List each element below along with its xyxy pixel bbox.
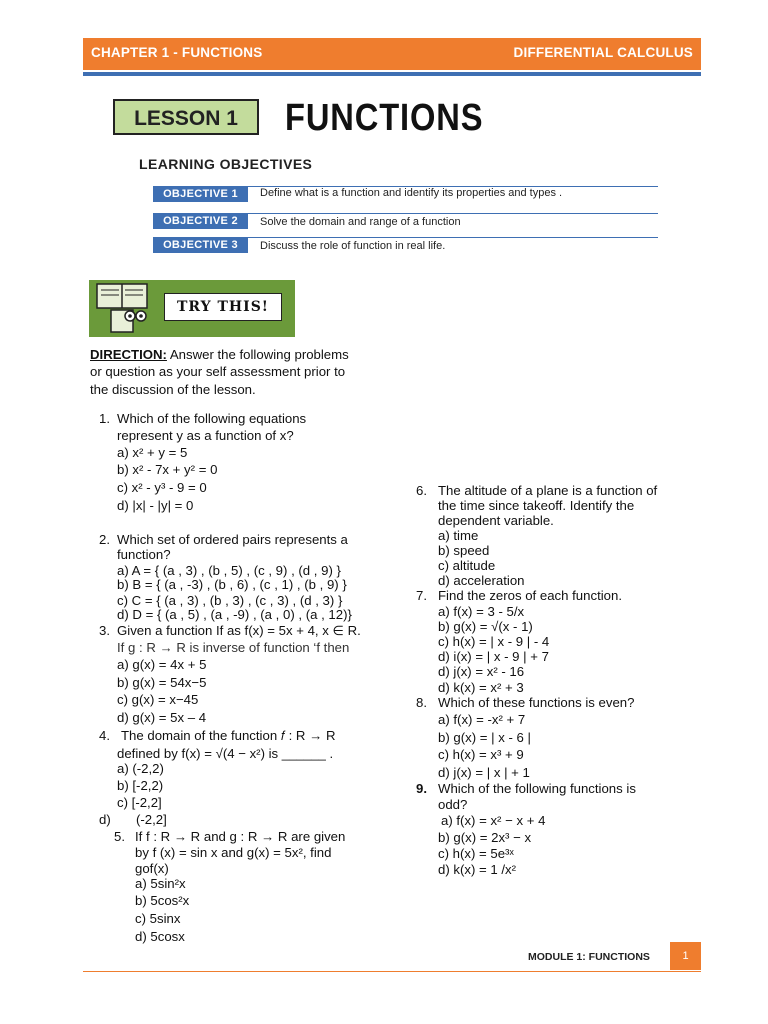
page-number: 1 bbox=[670, 942, 701, 970]
objective-row bbox=[153, 213, 658, 229]
objective-row bbox=[153, 237, 658, 253]
answer-choice: b) g(x) = √(x - 1) bbox=[438, 619, 533, 634]
direction-line-1 bbox=[90, 347, 349, 363]
answer-choice: a) (-2,2) bbox=[117, 761, 164, 776]
answer-choice: d) D = { (a , 5) , (a , -9) , (a , 0) , (a , 12)} bbox=[117, 607, 352, 622]
question-number: 3. bbox=[99, 623, 110, 638]
answer-choice: c) g(x) = x−45 bbox=[117, 692, 199, 707]
header-divider bbox=[83, 72, 701, 76]
question-number: 9. bbox=[416, 781, 427, 796]
question-number: 6. bbox=[416, 483, 427, 498]
answer-choice: b) speed bbox=[438, 543, 490, 558]
answer-choice: b) g(x) = | x - 6 | bbox=[438, 730, 531, 745]
answer-choice: a) f(x) = -x² + 7 bbox=[438, 712, 526, 727]
answer-choice: d) i(x) = | x - 9 | + 7 bbox=[438, 649, 549, 664]
question-text: by f (x) = sin x and g(x) = 5x², find bbox=[135, 845, 332, 860]
answer-choice: b) [-2,2) bbox=[117, 778, 164, 793]
answer-choice: b) B = { (a , -3) , (b , 6) , (c , 1) , (b , 9) } bbox=[117, 577, 347, 592]
question-text: If g : R → R is inverse of function ‘f then bbox=[117, 640, 350, 655]
objective-text: Solve the domain and range of a function bbox=[260, 216, 461, 228]
objective-tag: OBJECTIVE 1 bbox=[153, 186, 248, 202]
answer-choice: c) C = { (a , 3) , (b , 3) , (c , 3) , (d , 3) } bbox=[117, 593, 343, 608]
objective-line bbox=[248, 237, 658, 238]
footer-divider bbox=[83, 971, 701, 972]
answer-choice: c) x² - y³ - 9 = 0 bbox=[117, 480, 207, 495]
question-text: Which of these functions is even? bbox=[438, 695, 635, 710]
answer-choice: a) f(x) = x² − x + 4 bbox=[441, 813, 546, 828]
question-text: The altitude of a plane is a function of bbox=[438, 483, 658, 498]
question-text: function? bbox=[117, 547, 171, 562]
answer-choice: c) altitude bbox=[438, 558, 496, 573]
question-text: Which of the following functions is bbox=[438, 781, 636, 796]
subject-title: DIFFERENTIAL CALCULUS bbox=[513, 45, 693, 60]
answer-choice: b) 5cos²x bbox=[135, 893, 190, 908]
answer-choice: d) j(x) = | x | + 1 bbox=[438, 765, 530, 780]
answer-choice: a) time bbox=[438, 528, 479, 543]
answer-choice: a) g(x) = 4x + 5 bbox=[117, 657, 207, 672]
question-number: 2. bbox=[99, 532, 110, 547]
answer-choice: (-2,2] bbox=[136, 812, 167, 827]
question-text: Given a function If as f(x) = 5x + 4, x ∈ R. bbox=[117, 623, 361, 638]
lesson-badge: LESSON 1 bbox=[113, 99, 259, 135]
page-header bbox=[83, 38, 701, 70]
footer-module: MODULE 1: FUNCTIONS bbox=[528, 951, 650, 963]
answer-choice: c) h(x) = | x - 9 | - 4 bbox=[438, 634, 550, 649]
question-text: gof(x) bbox=[135, 861, 169, 876]
question-text: Which set of ordered pairs represents a bbox=[117, 532, 348, 547]
book-icon bbox=[89, 280, 155, 337]
answer-choice: c) [-2,2] bbox=[117, 795, 162, 810]
objective-text: Define what is a function and identify its properties and types . bbox=[260, 187, 563, 199]
answer-choice: c) h(x) = 5e³ˣ bbox=[438, 846, 514, 861]
question-number: 7. bbox=[416, 588, 427, 603]
answer-choice: c) h(x) = x³ + 9 bbox=[438, 747, 524, 762]
question-number: 4. bbox=[99, 728, 110, 743]
direction-text: Answer the following problems bbox=[166, 347, 349, 362]
answer-choice: d) k(x) = 1 /x² bbox=[438, 862, 517, 877]
question-text: Which of the following equations bbox=[117, 411, 307, 426]
objectives-heading: LEARNING OBJECTIVES bbox=[139, 156, 313, 172]
page-title: FUNCTIONS bbox=[285, 97, 484, 139]
answer-choice: a) x² + y = 5 bbox=[117, 445, 188, 460]
question-text: dependent variable. bbox=[438, 513, 554, 528]
question-text: the time since takeoff. Identify the bbox=[438, 498, 635, 513]
question-text: odd? bbox=[438, 797, 468, 812]
answer-choice: d) 5cosx bbox=[135, 929, 185, 944]
objective-tag: OBJECTIVE 3 bbox=[153, 237, 248, 253]
answer-choice: a) A = { (a , 3) , (b , 5) , (c , 9) , (d , 9) } bbox=[117, 563, 341, 578]
answer-choice: b) g(x) = 54x−5 bbox=[117, 675, 207, 690]
question-text: The domain of the function 𝑓 : R → R bbox=[121, 728, 336, 743]
direction-line-2: or question as your self assessment prior to bbox=[90, 364, 346, 379]
answer-choice: b) x² - 7x + y² = 0 bbox=[117, 462, 218, 477]
answer-choice: b) g(x) = 2x³ − x bbox=[438, 830, 532, 845]
question-number: 8. bbox=[416, 695, 427, 710]
direction-line-3: the discussion of the lesson. bbox=[90, 382, 256, 397]
objective-line bbox=[248, 213, 658, 214]
try-this-label: TRY THIS! bbox=[164, 293, 282, 321]
answer-choice: c) 5sinx bbox=[135, 911, 181, 926]
answer-choice: d) acceleration bbox=[438, 573, 525, 588]
answer-choice: a) 5sin²x bbox=[135, 876, 186, 891]
answer-choice: d) g(x) = 5x – 4 bbox=[117, 710, 207, 725]
question-number: 5. bbox=[114, 829, 125, 844]
answer-choice: a) f(x) = 3 - 5/x bbox=[438, 604, 525, 619]
question-text: represent y as a function of x? bbox=[117, 428, 294, 443]
answer-choice: d) k(x) = x² + 3 bbox=[438, 680, 524, 695]
objective-text: Discuss the role of function in real life. bbox=[260, 240, 446, 252]
answer-choice: d) j(x) = x² - 16 bbox=[438, 664, 525, 679]
question-number: 1. bbox=[99, 411, 110, 426]
objective-tag: OBJECTIVE 2 bbox=[153, 213, 248, 229]
question-text: defined by f(x) = √(4 − x²) is ______ . bbox=[117, 746, 334, 761]
answer-choice-label: d) bbox=[99, 812, 111, 827]
chapter-title: CHAPTER 1 - FUNCTIONS bbox=[91, 45, 263, 60]
question-text: If f : R → R and g : R → R are given bbox=[135, 829, 346, 844]
direction-label: DIRECTION: bbox=[90, 347, 167, 362]
answer-choice: d) |x| - |y| = 0 bbox=[117, 498, 194, 513]
question-text: Find the zeros of each function. bbox=[438, 588, 623, 603]
objective-row bbox=[153, 186, 658, 202]
